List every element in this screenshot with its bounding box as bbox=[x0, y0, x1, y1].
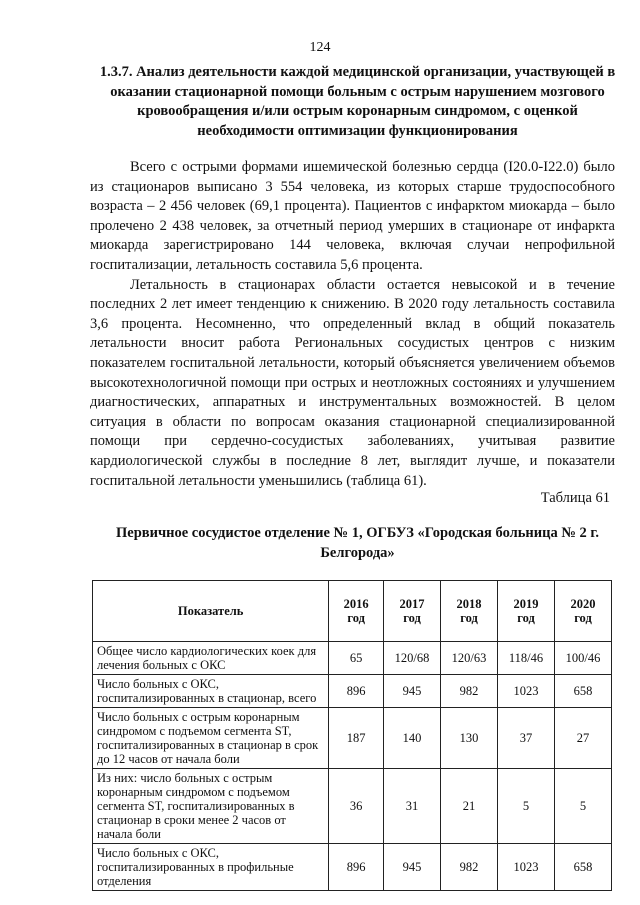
data-table bbox=[92, 580, 612, 891]
header-year-2016 bbox=[329, 581, 384, 642]
row-label: Общее число кардиологических коек для лечения больных с ОКС bbox=[93, 642, 329, 675]
header-year-value: 2017 bbox=[399, 597, 425, 611]
table-title: Первичное сосудистое отделение № 1, ОГБУЗ «Городская больница № 2 г. Белгорода» bbox=[115, 525, 600, 561]
cell-value: 120/63 bbox=[441, 642, 498, 675]
cell-value: 982 bbox=[441, 844, 498, 891]
cell-value: 982 bbox=[441, 675, 498, 708]
cell-value: 27 bbox=[554, 708, 611, 769]
cell-value: 120/68 bbox=[384, 642, 441, 675]
cell-value: 100/46 bbox=[554, 642, 611, 675]
cell-value: 31 bbox=[384, 769, 441, 844]
cell-value: 118/46 bbox=[498, 642, 555, 675]
row-label: Из них: число больных с острым коронарным синдромом с подъемом сегмента ST, госпитализированных в стационар в сроки менее 2 часов от начала боли bbox=[93, 769, 329, 844]
page-number: 124 bbox=[309, 40, 331, 55]
cell-value: 896 bbox=[329, 844, 384, 891]
cell-value: 21 bbox=[441, 769, 498, 844]
header-year-value: 2019 bbox=[513, 597, 539, 611]
cell-value: 1023 bbox=[498, 675, 555, 708]
cell-value: 140 bbox=[384, 708, 441, 769]
paragraph-2: Летальность в стационарах области остается невысокой и в течение последних 2 лет имеет тенденцию к снижению. В 2020 году летальность составила 3,6 процента. Несомненно, что определенный вклад в общий показатель летальности вносит работа Региональных сосудистых центров с низким показателем госпитальной летальности, который объясняется увеличением объемов высокотехнологичной помощи при острых и неотложных состояниях и улучшением диагностических, аппаратных и инструментальных возможностей. В целом ситуация в области по вопросам оказания стационарной специализированной помощи при сердечно-сосудистых заболеваниях, учитывая развитие кардиологической службы в последние 8 лет, выглядит лучше, и показатели госпитальной летальности уменьшились (таблица 61). bbox=[90, 276, 615, 489]
cell-value: 65 bbox=[329, 642, 384, 675]
paragraph-1: Всего с острыми формами ишемической болезнью сердца (I20.0-I22.0) было из стационаров выписано 3 554 человека, из которых старше трудоспособного возраста – 2 456 человек (69,1 процента). Пациентов с инфарктом миокарда – было пролечено 2 438 человек, за отчетный период умерших в стационаре от инфаркта миокарда зарегистрировано 144 человека, включая случаи непрофильной госпитализации, летальность составила 5,6 процента. bbox=[90, 159, 615, 273]
body-text bbox=[90, 158, 615, 491]
cell-value: 658 bbox=[554, 675, 611, 708]
table-row bbox=[93, 642, 612, 675]
header-year-value: 2016 bbox=[343, 597, 369, 611]
header-year-2019 bbox=[498, 581, 555, 642]
cell-value: 37 bbox=[498, 708, 555, 769]
table-row bbox=[93, 769, 612, 844]
cell-value: 5 bbox=[498, 769, 555, 844]
cell-value: 896 bbox=[329, 675, 384, 708]
header-year-unit: год bbox=[460, 611, 478, 625]
header-year-unit: год bbox=[347, 611, 365, 625]
header-year-2018 bbox=[441, 581, 498, 642]
table-header-row bbox=[93, 581, 612, 642]
row-label: Число больных с ОКС, госпитализированных в стационар, всего bbox=[93, 675, 329, 708]
cell-value: 658 bbox=[554, 844, 611, 891]
header-year-unit: год bbox=[403, 611, 421, 625]
table-row bbox=[93, 675, 612, 708]
cell-value: 1023 bbox=[498, 844, 555, 891]
row-label: Число больных с ОКС, госпитализированных в профильные отделения bbox=[93, 844, 329, 891]
header-year-unit: год bbox=[574, 611, 592, 625]
cell-value: 5 bbox=[554, 769, 611, 844]
header-indicator: Показатель bbox=[93, 581, 329, 642]
row-label: Число больных с острым коронарным синдромом с подъемом сегмента ST, госпитализированных в стационар в срок до 12 часов от начала боли bbox=[93, 708, 329, 769]
table-row bbox=[93, 708, 612, 769]
header-year-value: 2020 bbox=[570, 597, 596, 611]
table-row bbox=[93, 844, 612, 891]
header-year-2020 bbox=[554, 581, 611, 642]
header-year-2017 bbox=[384, 581, 441, 642]
cell-value: 945 bbox=[384, 844, 441, 891]
cell-value: 187 bbox=[329, 708, 384, 769]
cell-value: 945 bbox=[384, 675, 441, 708]
table-caption: Таблица 61 bbox=[540, 490, 610, 506]
section-heading: 1.3.7. Анализ деятельности каждой медицинской организации, участвующей в оказании стационарной помощи больным с острым нарушением мозгового кровообращения и/или острым коронарным синдромом, с оценкой необходимости оптимизации функционирования bbox=[99, 64, 616, 139]
header-year-value: 2018 bbox=[456, 597, 482, 611]
cell-value: 36 bbox=[329, 769, 384, 844]
cell-value: 130 bbox=[441, 708, 498, 769]
header-year-unit: год bbox=[517, 611, 535, 625]
